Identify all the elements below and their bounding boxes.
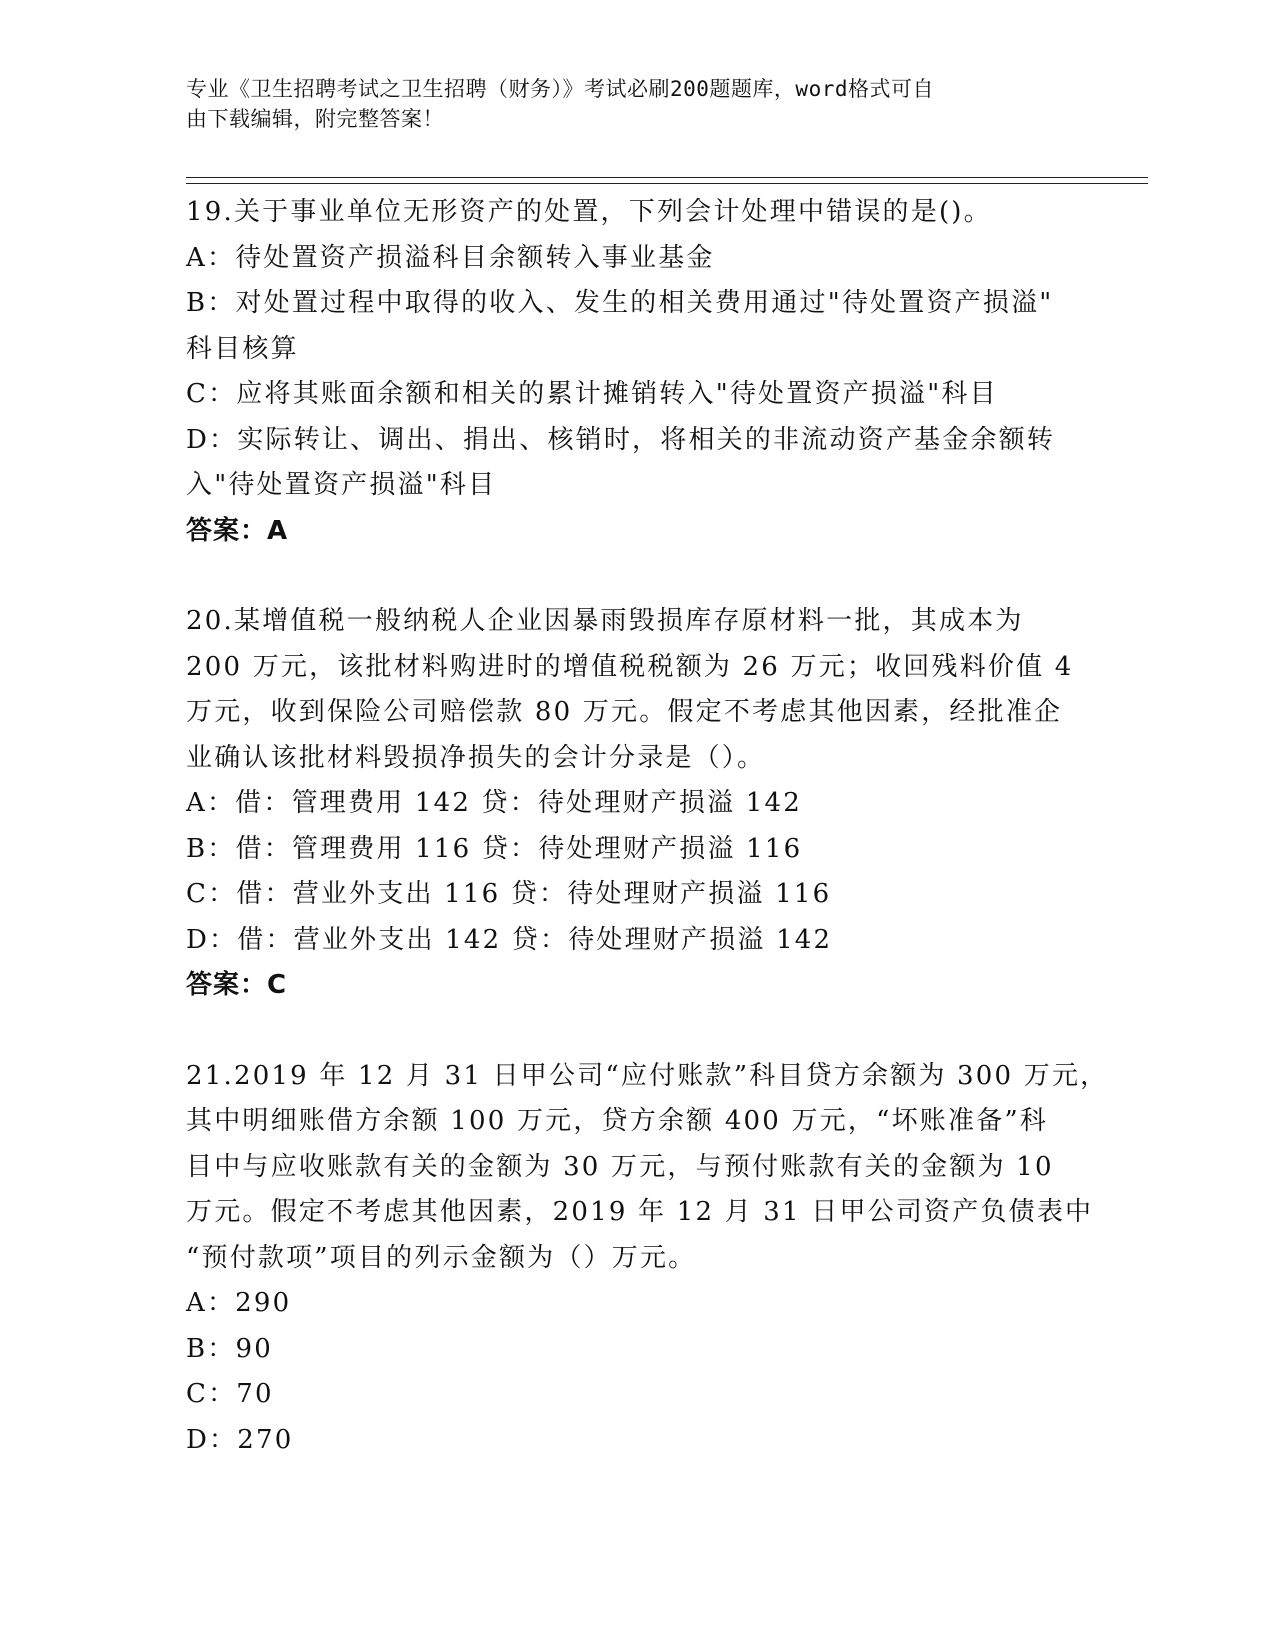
- option-d-continued: 入"待处置资产损溢"科目: [186, 470, 497, 500]
- document-header: [186, 74, 1066, 134]
- question-stem: 21.2019 年 12 月 31 日甲公司“应付账款”科目贷方余额为 300 万元，: [186, 1060, 1109, 1091]
- question-stem: 万元。假定不考虑其他因素，2019 年 12 月 31 日甲公司资产负债表中: [186, 1197, 1094, 1227]
- option-b-continued: 科目核算: [186, 333, 299, 364]
- option-d: D：借：营业外支出 142 贷：待处理财产损溢 142: [186, 924, 833, 955]
- header-line-1: 专业《卫生招聘考试之卫生招聘（财务）》考试必刷200题题库，word格式可自: [186, 77, 934, 101]
- option-a: A：借：管理费用 142 贷：待处理财产损溢 142: [186, 788, 803, 818]
- question-stem: 20.某增值税一般纳税人企业因暴雨毁损库存原材料一批，其成本为: [186, 606, 1024, 636]
- option-d: D：270: [186, 1424, 294, 1455]
- option-b: B：90: [186, 1333, 273, 1364]
- question-stem: 业确认该批材料毁损净损失的会计分录是（）。: [186, 742, 766, 773]
- option-a: A：290: [186, 1288, 292, 1318]
- question-stem: 目中与应收账款有关的金额为 30 万元，与预付账款有关的金额为 10: [186, 1151, 1054, 1182]
- header-rule-top: [186, 177, 1148, 178]
- option-d: D：实际转让、调出、捐出、核销时，将相关的非流动资产基金余额转: [186, 424, 1056, 455]
- header-rule-bottom: [186, 183, 1148, 184]
- question-spacer: [186, 1009, 1066, 1054]
- question-list: [186, 190, 1109, 1463]
- question-stem: 200 万元，该批材料购进时的增值税税额为 26 万元；收回残料价值 4: [186, 651, 1074, 682]
- question-stem: 其中明细账借方余额 100 万元，贷方余额 400 万元，“坏账准备”科: [186, 1106, 1049, 1136]
- question-stem: 19.关于事业单位无形资产的处置，下列会计处理中错误的是()。: [186, 197, 992, 227]
- option-b: B：借：管理费用 116 贷：待处理财产损溢 116: [186, 833, 803, 864]
- question-19: [186, 190, 1066, 554]
- question-stem: 万元，收到保险公司赔偿款 80 万元。假定不考虑其他因素，经批准企: [186, 697, 1063, 727]
- option-a: A：待处置资产损溢科目余额转入事业基金: [186, 242, 715, 273]
- question-spacer: [186, 554, 1066, 599]
- question-20: [186, 599, 1074, 1009]
- option-c: C：借：营业外支出 116 贷：待处理财产损溢 116: [186, 879, 832, 909]
- question-21: [186, 1054, 1109, 1464]
- header-line-2: 由下载编辑，附完整答案！: [186, 107, 444, 131]
- answer-line: 答案：C: [186, 970, 288, 1000]
- option-c: C：70: [186, 1379, 274, 1409]
- answer-line: 答案：A: [186, 515, 289, 546]
- option-c: C：应将其账面余额和相关的累计摊销转入"待处置资产损溢"科目: [186, 379, 998, 409]
- option-b: B：对处置过程中取得的收入、发生的相关费用通过"待处置资产损溢": [186, 288, 1054, 318]
- question-stem: “预付款项”项目的列示金额为（）万元。: [186, 1242, 697, 1273]
